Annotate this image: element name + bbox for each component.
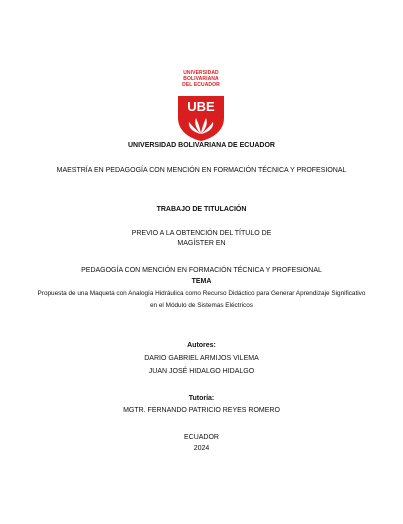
tutor-label: Tutoría:: [188, 395, 215, 402]
logo-text-line1: UNIVERSIDAD: [183, 70, 219, 76]
topic-line-2: en el Módulo de Sistemas Eléctricos: [149, 302, 253, 309]
year: 2024: [193, 445, 210, 452]
degree-line-2: MAGÍSTER EN: [177, 240, 226, 247]
university-name: UNIVERSIDAD BOLIVARIANA DE ECUADOR: [127, 142, 275, 149]
logo-text-line3: DEL ECUADOR: [182, 82, 220, 88]
topic-label: TEMA: [191, 278, 212, 285]
country: ECUADOR: [183, 434, 219, 441]
logo-text-line2: BOLIVARIANA: [183, 76, 219, 82]
university-logo: [175, 71, 227, 141]
author-1: DARIO GABRIEL ARMIJOS VILEMA: [144, 355, 259, 362]
degree-line-1: PREVIO A LA OBTENCIÓN DEL TÍTULO DE: [131, 230, 272, 237]
logo-acronym: UBE: [187, 99, 215, 114]
program-name: MAESTRÍA EN PEDAGOGÍA CON MENCIÓN EN FORMACIÓN TÉCNICA Y PROFESIONAL: [56, 167, 347, 174]
authors-label: Autores:: [187, 342, 216, 349]
ube-shield-icon: [176, 96, 226, 141]
topic-line-1: Propuesta de una Maqueta con Analogía Hidráulica como Recurso Didáctico para Generar Aprendizaje Significativo: [37, 290, 366, 297]
tutor-name: MGTR. FERNANDO PATRICIO REYES ROMERO: [123, 407, 280, 414]
author-2: JUAN JOSÉ HIDALGO HIDALGO: [148, 368, 255, 375]
specialization: PEDAGOGÍA CON MENCIÓN EN FORMACIÓN TÉCNICA Y PROFESIONAL: [81, 267, 322, 274]
work-type: TRABAJO DE TITULACIÓN: [156, 206, 247, 213]
